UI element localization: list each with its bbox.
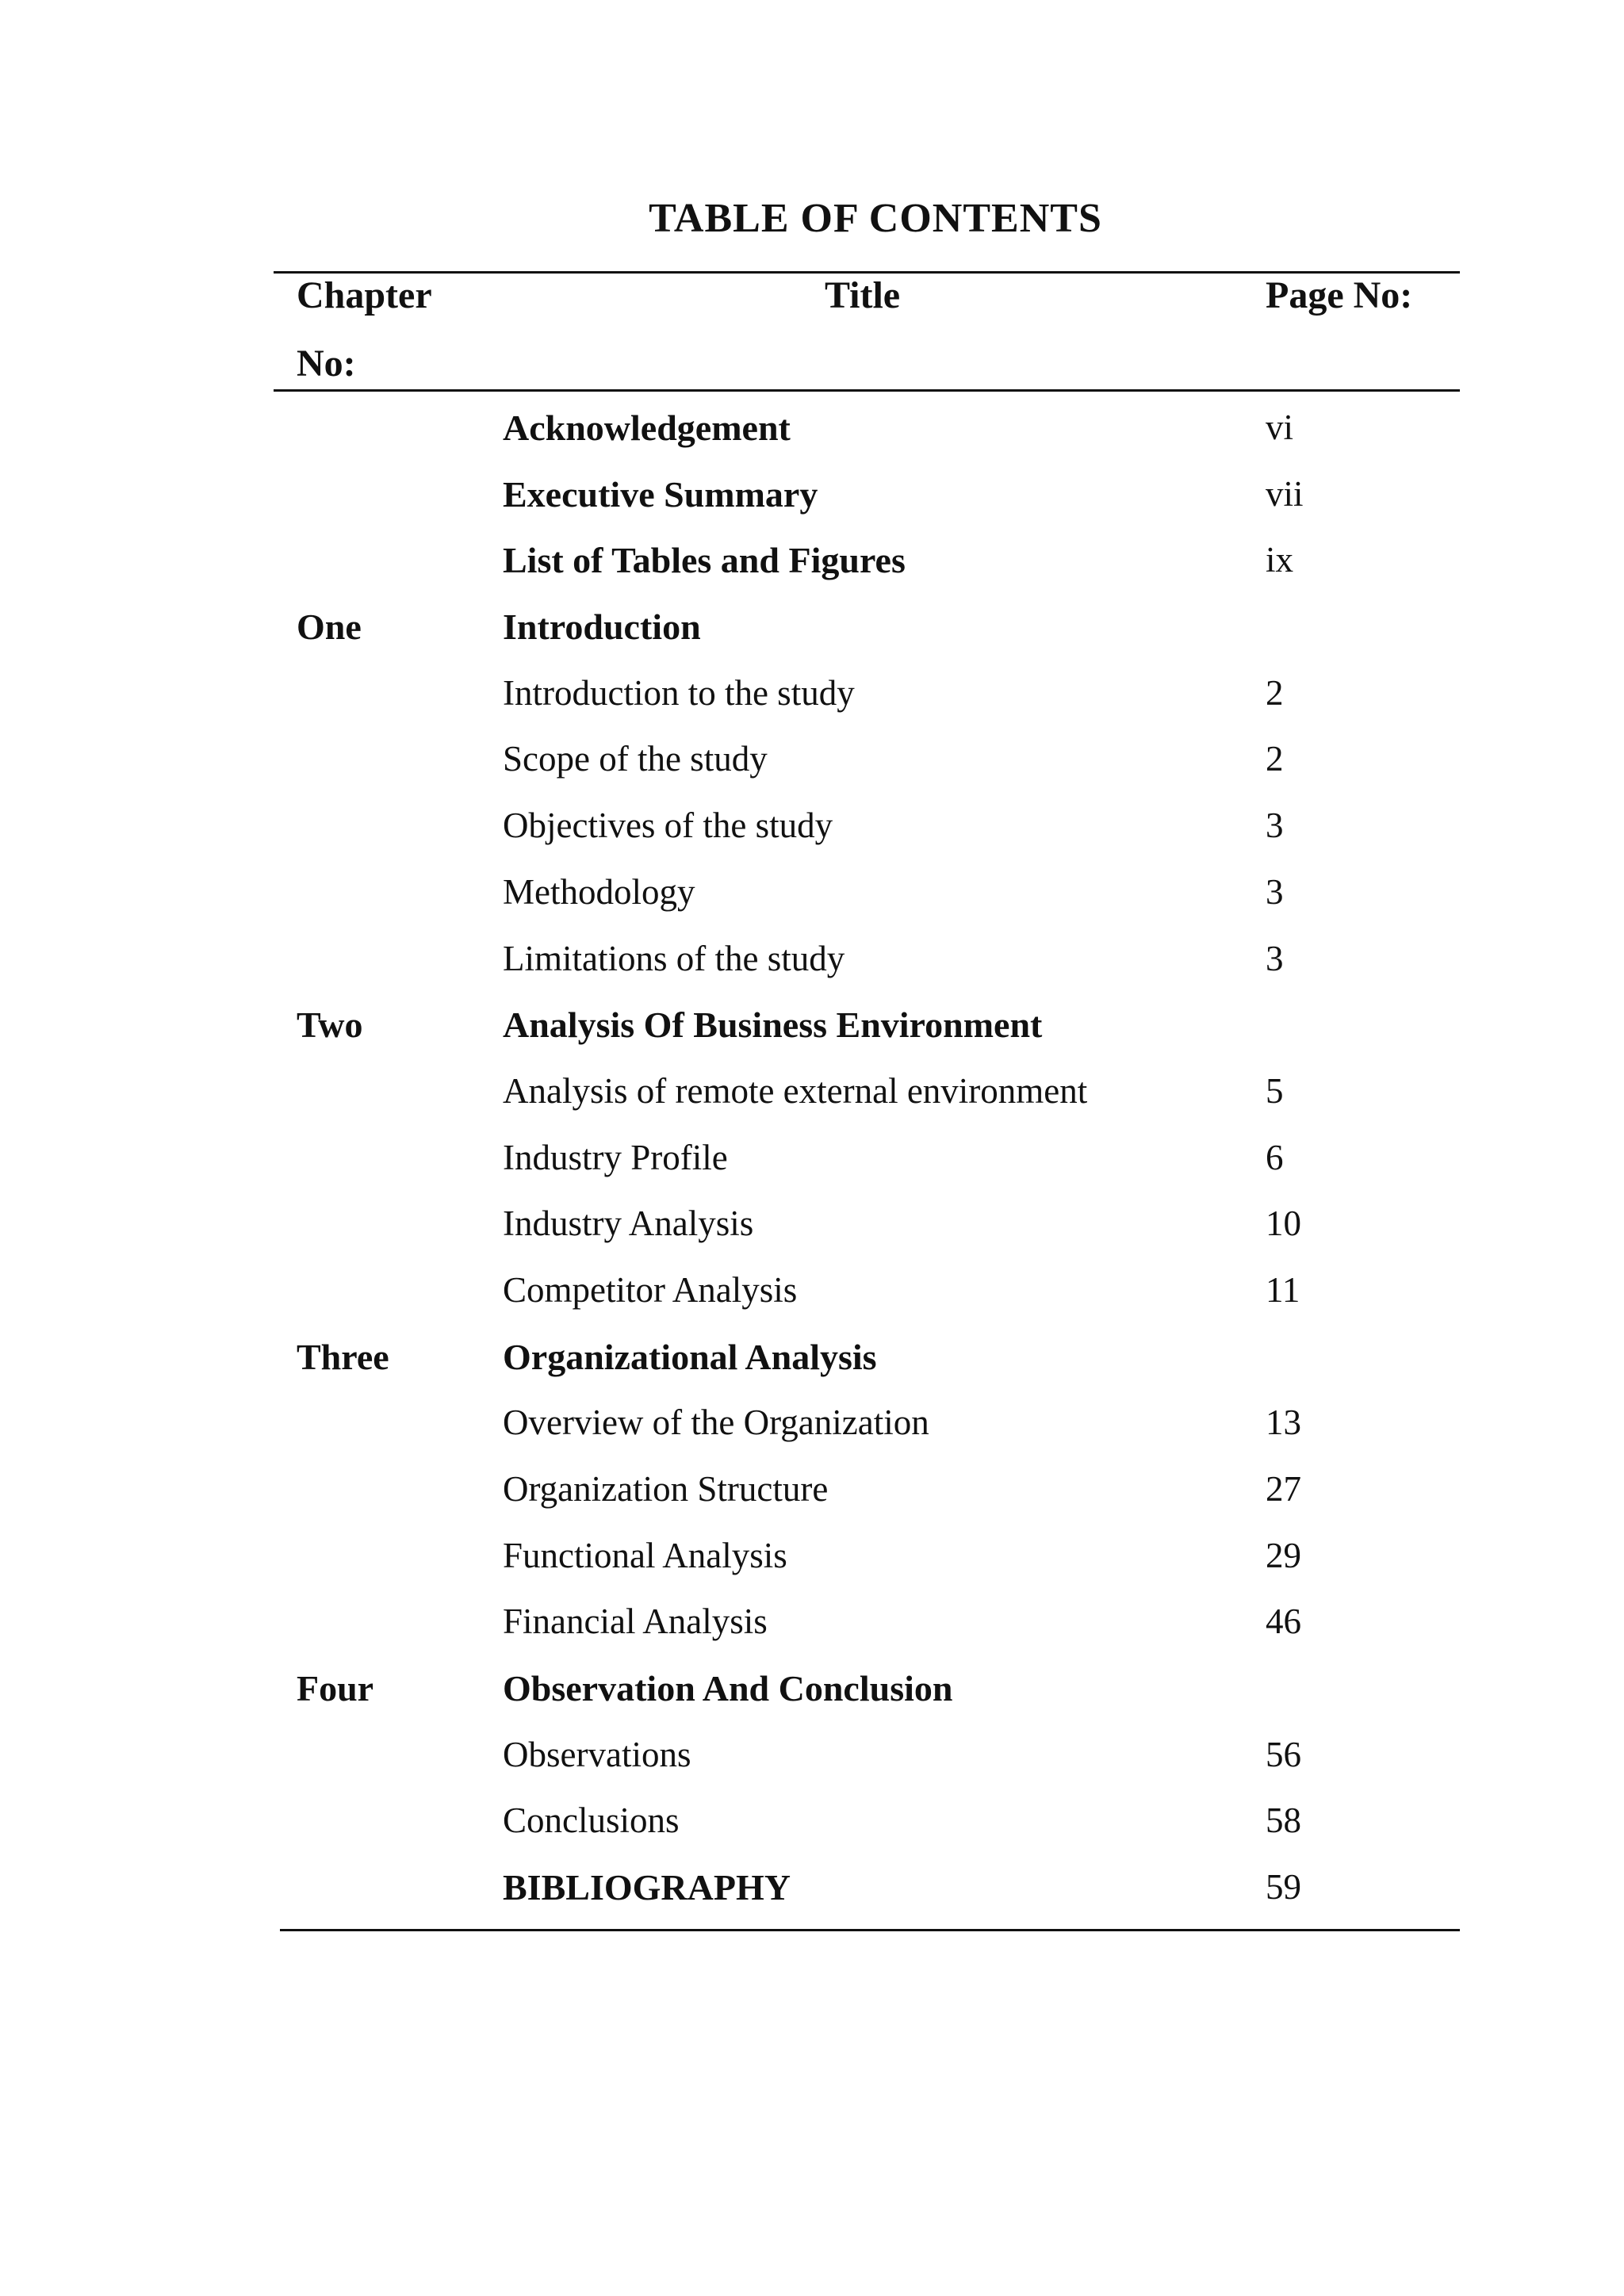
toc-row: [0, 660, 1624, 727]
toc-row: [0, 527, 1624, 594]
toc-page-number: vii: [1266, 473, 1304, 514]
toc-page-number: 59: [1266, 1867, 1301, 1908]
table-header-rule: [274, 389, 1460, 392]
toc-page-number: 46: [1266, 1601, 1301, 1642]
toc-row: [0, 1058, 1624, 1125]
toc-page-number: 11: [1266, 1269, 1300, 1310]
toc-row: [0, 395, 1624, 461]
toc-entry-title: Industry Analysis: [503, 1203, 754, 1244]
toc-page-number: 29: [1266, 1535, 1301, 1575]
toc-row: [0, 992, 1624, 1058]
toc-row: [0, 859, 1624, 926]
toc-page-number: 10: [1266, 1203, 1301, 1244]
toc-entry-title: Functional Analysis: [503, 1535, 787, 1575]
toc-entry-title: Acknowledgement: [503, 408, 791, 448]
toc-row: [0, 1191, 1624, 1257]
toc-row: [0, 1589, 1624, 1655]
toc-entry-title: Executive Summary: [503, 473, 818, 515]
toc-entry-title: Industry Profile: [503, 1137, 728, 1177]
page-title: TABLE OF CONTENTS: [649, 196, 1102, 241]
toc-entry-title: List of Tables and Figures: [503, 540, 906, 581]
toc-page-number: 2: [1266, 672, 1284, 713]
toc-page-number: 58: [1266, 1800, 1301, 1841]
header-chapter: Chapter No:: [297, 274, 431, 385]
toc-row: [0, 461, 1624, 528]
toc-chapter: One: [297, 607, 362, 648]
toc-page-number: 3: [1266, 938, 1284, 978]
toc-row: [0, 926, 1624, 993]
toc-row: [0, 1788, 1624, 1854]
toc-entry-title: Competitor Analysis: [503, 1269, 798, 1310]
toc-page-number: 3: [1266, 806, 1284, 846]
toc-page-number: 13: [1266, 1402, 1301, 1443]
toc-entry-title: Methodology: [503, 871, 695, 912]
toc-row: [0, 1257, 1624, 1324]
toc-entry-title: Introduction to the study: [503, 672, 855, 713]
toc-row: [0, 726, 1624, 793]
toc-row: [0, 1722, 1624, 1789]
toc-entry-title: Limitations of the study: [503, 938, 845, 978]
toc-entry-title: Organizational Analysis: [503, 1336, 877, 1377]
toc-entry-title: Objectives of the study: [503, 806, 833, 846]
toc-entry-title: Introduction: [503, 607, 701, 648]
toc-entry-title: Financial Analysis: [503, 1601, 768, 1642]
toc-page-number: 56: [1266, 1734, 1301, 1774]
toc-page-number: vi: [1266, 408, 1294, 447]
toc-page-number: 27: [1266, 1469, 1301, 1509]
toc-page-number: 2: [1266, 739, 1284, 779]
toc-row: [0, 1390, 1624, 1456]
toc-row: [0, 1324, 1624, 1391]
toc-row: [0, 1523, 1624, 1590]
toc-entry-title: Analysis Of Business Environment: [503, 1004, 1043, 1046]
toc-chapter: Four: [297, 1668, 374, 1709]
toc-entry-title: Organization Structure: [503, 1469, 829, 1509]
toc-entry-title: Analysis of remote external environment: [503, 1070, 1088, 1111]
toc-row: [0, 793, 1624, 859]
toc-page-number: 5: [1266, 1070, 1284, 1111]
toc-page-number: ix: [1266, 540, 1294, 580]
toc-entry-title: BIBLIOGRAPHY: [503, 1867, 791, 1908]
toc-entry-title: Scope of the study: [503, 739, 768, 779]
header-title: Title: [825, 274, 901, 316]
toc-entry-title: Observations: [503, 1734, 691, 1774]
toc-entry-title: Conclusions: [503, 1800, 680, 1841]
table-bottom-rule: [280, 1929, 1460, 1931]
toc-page-number: 6: [1266, 1137, 1284, 1177]
toc-row: [0, 594, 1624, 660]
toc-chapter: Two: [297, 1004, 363, 1046]
toc-chapter: Three: [297, 1336, 389, 1377]
toc-body: [0, 395, 1624, 1921]
toc-page-number: 3: [1266, 871, 1284, 912]
toc-entry-title: Observation And Conclusion: [503, 1668, 953, 1709]
toc-row: [0, 1125, 1624, 1192]
toc-row: [0, 1456, 1624, 1523]
header-page: Page No:: [1266, 274, 1413, 316]
toc-row: [0, 1854, 1624, 1921]
toc-entry-title: Overview of the Organization: [503, 1402, 929, 1443]
toc-row: [0, 1655, 1624, 1722]
